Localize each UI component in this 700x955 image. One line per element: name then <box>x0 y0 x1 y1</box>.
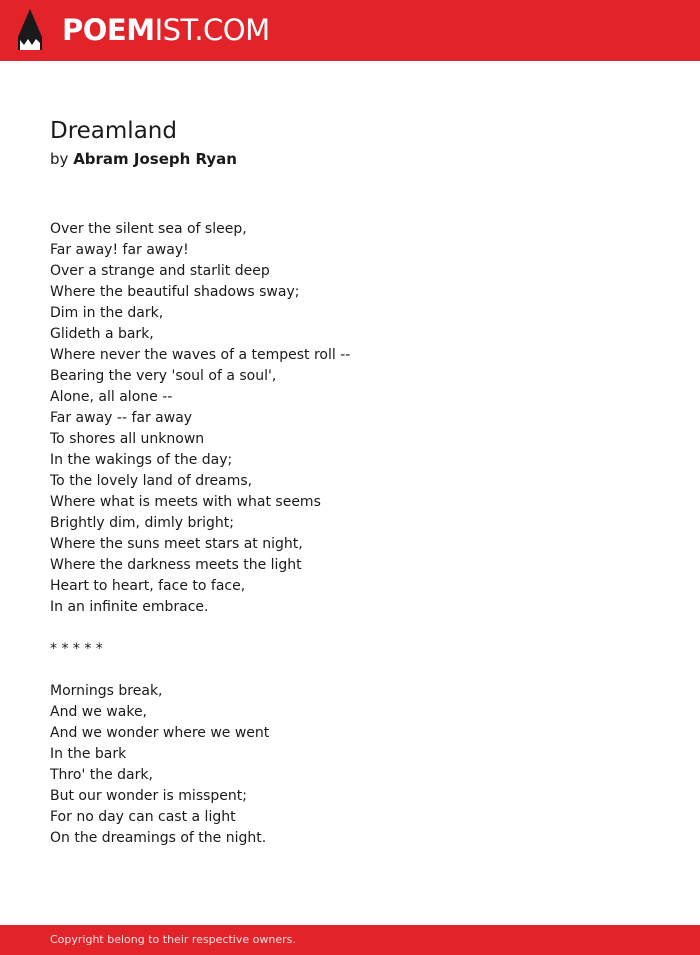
poem-line: Where the beautiful shadows sway; <box>50 284 300 300</box>
poem-line: In the wakings of the day; <box>50 452 233 468</box>
poem-line: In the bark <box>50 746 127 762</box>
poem-line: Thro' the dark, <box>50 767 153 783</box>
poem-byline <box>50 149 237 169</box>
poem-author: Abram Joseph Ryan <box>73 150 237 168</box>
poem-line: Far away! far away! <box>50 242 189 258</box>
poem-line: Alone, all alone -- <box>50 389 173 405</box>
poem-line: Where the suns meet stars at night, <box>50 536 303 552</box>
poem-line: Where never the waves of a tempest roll -- <box>50 347 351 363</box>
stanza-separator: * * * * * <box>50 641 103 657</box>
poem-line: But our wonder is misspent; <box>50 788 247 804</box>
poem-line: And we wake, <box>50 704 148 720</box>
poem-line: Mornings break, <box>50 683 163 699</box>
poem-line: Dim in the dark, <box>50 305 164 321</box>
logo-bold-part: POEM <box>62 13 155 47</box>
site-logo-text[interactable] <box>62 13 270 47</box>
site-footer <box>0 925 700 955</box>
poem-line: On the dreamings of the night. <box>50 830 267 846</box>
poem-line: Bearing the very 'soul of a soul', <box>50 368 277 384</box>
poem-line: In an infinite embrace. <box>50 599 209 615</box>
poem-line: Where what is meets with what seems <box>50 494 321 510</box>
site-header <box>0 0 700 61</box>
poem-line: Where the darkness meets the light <box>50 557 302 573</box>
pencil-logo-icon[interactable] <box>17 9 43 51</box>
poem-line: Heart to heart, face to face, <box>50 578 246 594</box>
poem-line: For no day can cast a light <box>50 809 236 825</box>
logo-light-part: IST.COM <box>154 13 270 47</box>
poem-line: Over a strange and starlit deep <box>50 263 270 279</box>
poem-line: Brightly dim, dimly bright; <box>50 515 234 531</box>
poem-line: To the lovely land of dreams, <box>50 473 253 489</box>
stanza-gap <box>50 660 350 681</box>
poem-line: Glideth a bark, <box>50 326 154 342</box>
by-label: by <box>50 150 69 168</box>
copyright-text: Copyright belong to their respective owners. <box>50 933 296 946</box>
poem-title: Dreamland <box>50 118 177 144</box>
poem-line: To shores all unknown <box>50 431 205 447</box>
poem-body <box>50 219 350 849</box>
stanza-gap <box>50 618 350 639</box>
poem-line: Over the silent sea of sleep, <box>50 221 247 237</box>
poem-line: Far away -- far away <box>50 410 193 426</box>
poem-line: And we wonder where we went <box>50 725 270 741</box>
